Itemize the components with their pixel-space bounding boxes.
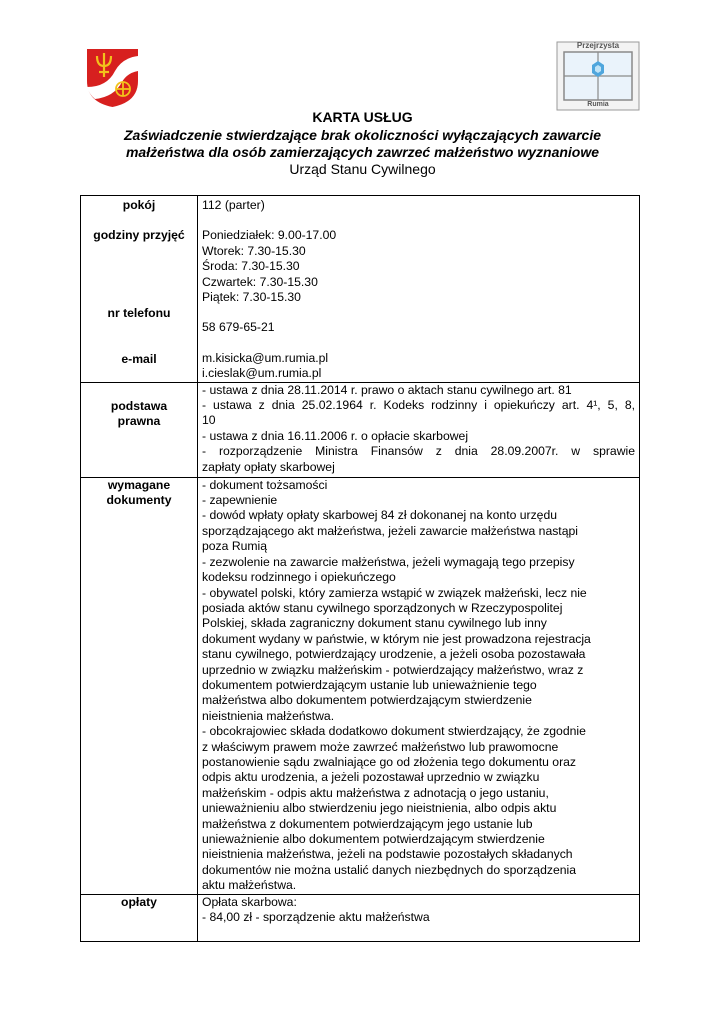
phone-label: nr telefonu bbox=[107, 305, 171, 320]
document-line: postanowienie sądu zwalniające go od złożenia tego dokumentu oraz bbox=[202, 754, 576, 769]
office-name: Urząd Stanu Cywilnego bbox=[289, 161, 436, 177]
documents-row bbox=[81, 477, 640, 894]
legal-basis-label-cell bbox=[81, 382, 198, 477]
document-line: nieistnienia małżeństwa, jeżeli na podstawie pozostałych składanych bbox=[202, 847, 573, 862]
documents-values-cell bbox=[198, 477, 640, 894]
document-line: Polskiej, składa zagraniczny dokument stanu cywilnego lub inny bbox=[202, 616, 547, 631]
document-line: małżeńskim - odpis aktu małżeństwa z adnotacją o jego ustaniu, bbox=[202, 785, 549, 800]
document-line: aktu małżeństwa. bbox=[202, 878, 297, 893]
document-line: - zapewnienie bbox=[202, 493, 278, 508]
document-line: małżeństwa albo dokumentem potwierdzającym stwierdzenie bbox=[202, 693, 532, 708]
documents-label-1: wymagane bbox=[107, 477, 171, 492]
fees-row bbox=[81, 894, 640, 941]
document-line: z właściwym prawem może zawrzeć małżeństwo lub prawomocne bbox=[202, 739, 559, 754]
fees-values-cell bbox=[198, 894, 640, 941]
documents-label-2: dokumenty bbox=[106, 493, 172, 508]
document-line: dokument wydany w państwie, w którym nie jest prowadzona rejestracja bbox=[202, 631, 591, 646]
logo-text-top: Przejrzysta bbox=[576, 41, 620, 50]
document-line: poza Rumią bbox=[202, 539, 268, 554]
document-line: dokumentem potwierdzającym ustanie lub unieważnienie tego bbox=[202, 677, 537, 692]
document-line: - obcokrajowiec składa dodatkowo dokument stwierdzający, że zgodnie bbox=[202, 724, 586, 739]
service-card-table bbox=[80, 195, 640, 942]
document-line: unieważnienie albo dokumentem potwierdzającym stwierdzenie bbox=[202, 832, 545, 846]
legal-basis-line: zapłaty opłaty skarbowej bbox=[202, 459, 335, 474]
document-line: nieistnienia małżeństwa. bbox=[202, 708, 335, 723]
document-line: - dokument tożsamości bbox=[202, 477, 328, 492]
document-line: - dowód wpłaty opłaty skarbowej 84 zł dokonanej na konto urzędu bbox=[202, 508, 558, 523]
logo-text-bottom: Rumia bbox=[587, 101, 609, 108]
legal-basis-values-cell bbox=[198, 382, 640, 477]
document-line: - zezwolenie na zawarcie małżeństwa, jeżeli wymagają tego przepisy bbox=[202, 554, 575, 569]
legal-basis-label-2: prawna bbox=[117, 414, 161, 429]
page-title: KARTA USŁUG bbox=[312, 109, 413, 125]
hours-label: godziny przyjęć bbox=[93, 228, 185, 243]
legal-basis-line: 10 bbox=[202, 413, 216, 428]
legal-basis-line: - ustawa z dnia 28.11.2014 r. prawo o aktach stanu cywilnego art. 81 bbox=[202, 382, 572, 397]
fees-label: opłaty bbox=[121, 894, 157, 909]
documents-label-cell bbox=[81, 477, 198, 894]
email-value: m.kisicka@um.rumia.pl bbox=[202, 350, 329, 365]
hours-line: Piątek: 7.30-15.30 bbox=[202, 290, 301, 305]
coat-of-arms-logo bbox=[85, 47, 140, 109]
fee-line: Opłata skarbowa: bbox=[202, 894, 297, 909]
document-line: posiada aktów stanu cywilnego sporządzonych w Rzeczypospolitej bbox=[202, 600, 563, 615]
contact-labels-cell bbox=[81, 196, 198, 383]
fee-line: - 84,00 zł - sporządzenie aktu małżeństwa bbox=[202, 910, 430, 925]
email-value: i.cieslak@um.rumia.pl bbox=[202, 366, 322, 381]
document-line: - obywatel polski, który zamierza wstąpić w związek małżeński, lecz nie bbox=[202, 585, 587, 600]
fees-label-cell bbox=[81, 894, 198, 941]
legal-basis-line: - ustawa z dnia 16.11.2006 r. o opłacie skarbowej bbox=[202, 428, 469, 443]
hours-line: Czwartek: 7.30-15.30 bbox=[202, 274, 318, 289]
subtitle-line-1: Zaświadczenie stwierdzające brak okoliczności wyłączających zawarcie bbox=[123, 127, 601, 143]
hours-line: Środa: 7.30-15.30 bbox=[202, 259, 300, 274]
phone-value: 58 679-65-21 bbox=[202, 320, 275, 335]
document-line: odpis aktu urodzenia, a jeżeli pozostawał uprzednio w związku bbox=[202, 770, 540, 785]
legal-basis-row bbox=[81, 382, 640, 477]
hours-line: Wtorek: 7.30-15.30 bbox=[202, 243, 306, 258]
document-line: unieważnieniu albo stwierdzeniu jego nieistnienia, albo odpis aktu bbox=[202, 801, 557, 816]
document-line: sporządzającego akt małżeństwa, jeżeli zawarcie małżeństwa nastąpi bbox=[202, 523, 578, 538]
document-line: stanu cywilnego, potwierdzający urodzenie, a jeżeli osoba pozostawała bbox=[202, 647, 586, 662]
email-label: e-mail bbox=[121, 352, 157, 367]
legal-basis-label-1: podstawa bbox=[110, 398, 168, 413]
document-line: dokumentów nie można ustalić danych niezbędnych do sporządzenia bbox=[202, 862, 576, 877]
document-line: uprzednio w związku małżeńskim - potwierdzający małżeństwo, wraz z bbox=[202, 662, 584, 677]
contact-row bbox=[81, 196, 640, 383]
room-value: 112 (parter) bbox=[202, 198, 265, 212]
hours-line: Poniedziałek: 9.00-17.00 bbox=[202, 228, 337, 243]
subtitle-line-2: małżeństwa dla osób zamierzających zawrzeć małżeństwo wyznaniowe bbox=[125, 144, 600, 160]
contact-values-cell bbox=[198, 196, 640, 383]
document-line: małżeństwa z dokumentem potwierdzającym jego ustanie lub bbox=[202, 816, 533, 831]
legal-basis-line: - ustawa z dnia 25.02.1964 r. Kodeks rodzinny i opiekuńczy art. 4¹, 5, 8, bbox=[202, 398, 635, 413]
document-line: kodeksu rodzinnego i opiekuńczego bbox=[202, 570, 396, 585]
przejrzysta-rumia-logo bbox=[556, 41, 640, 111]
legal-basis-line: - rozporządzenie Ministra Finansów z dnia 28.09.2007r. w sprawie bbox=[202, 444, 635, 459]
room-label: pokój bbox=[122, 198, 156, 212]
